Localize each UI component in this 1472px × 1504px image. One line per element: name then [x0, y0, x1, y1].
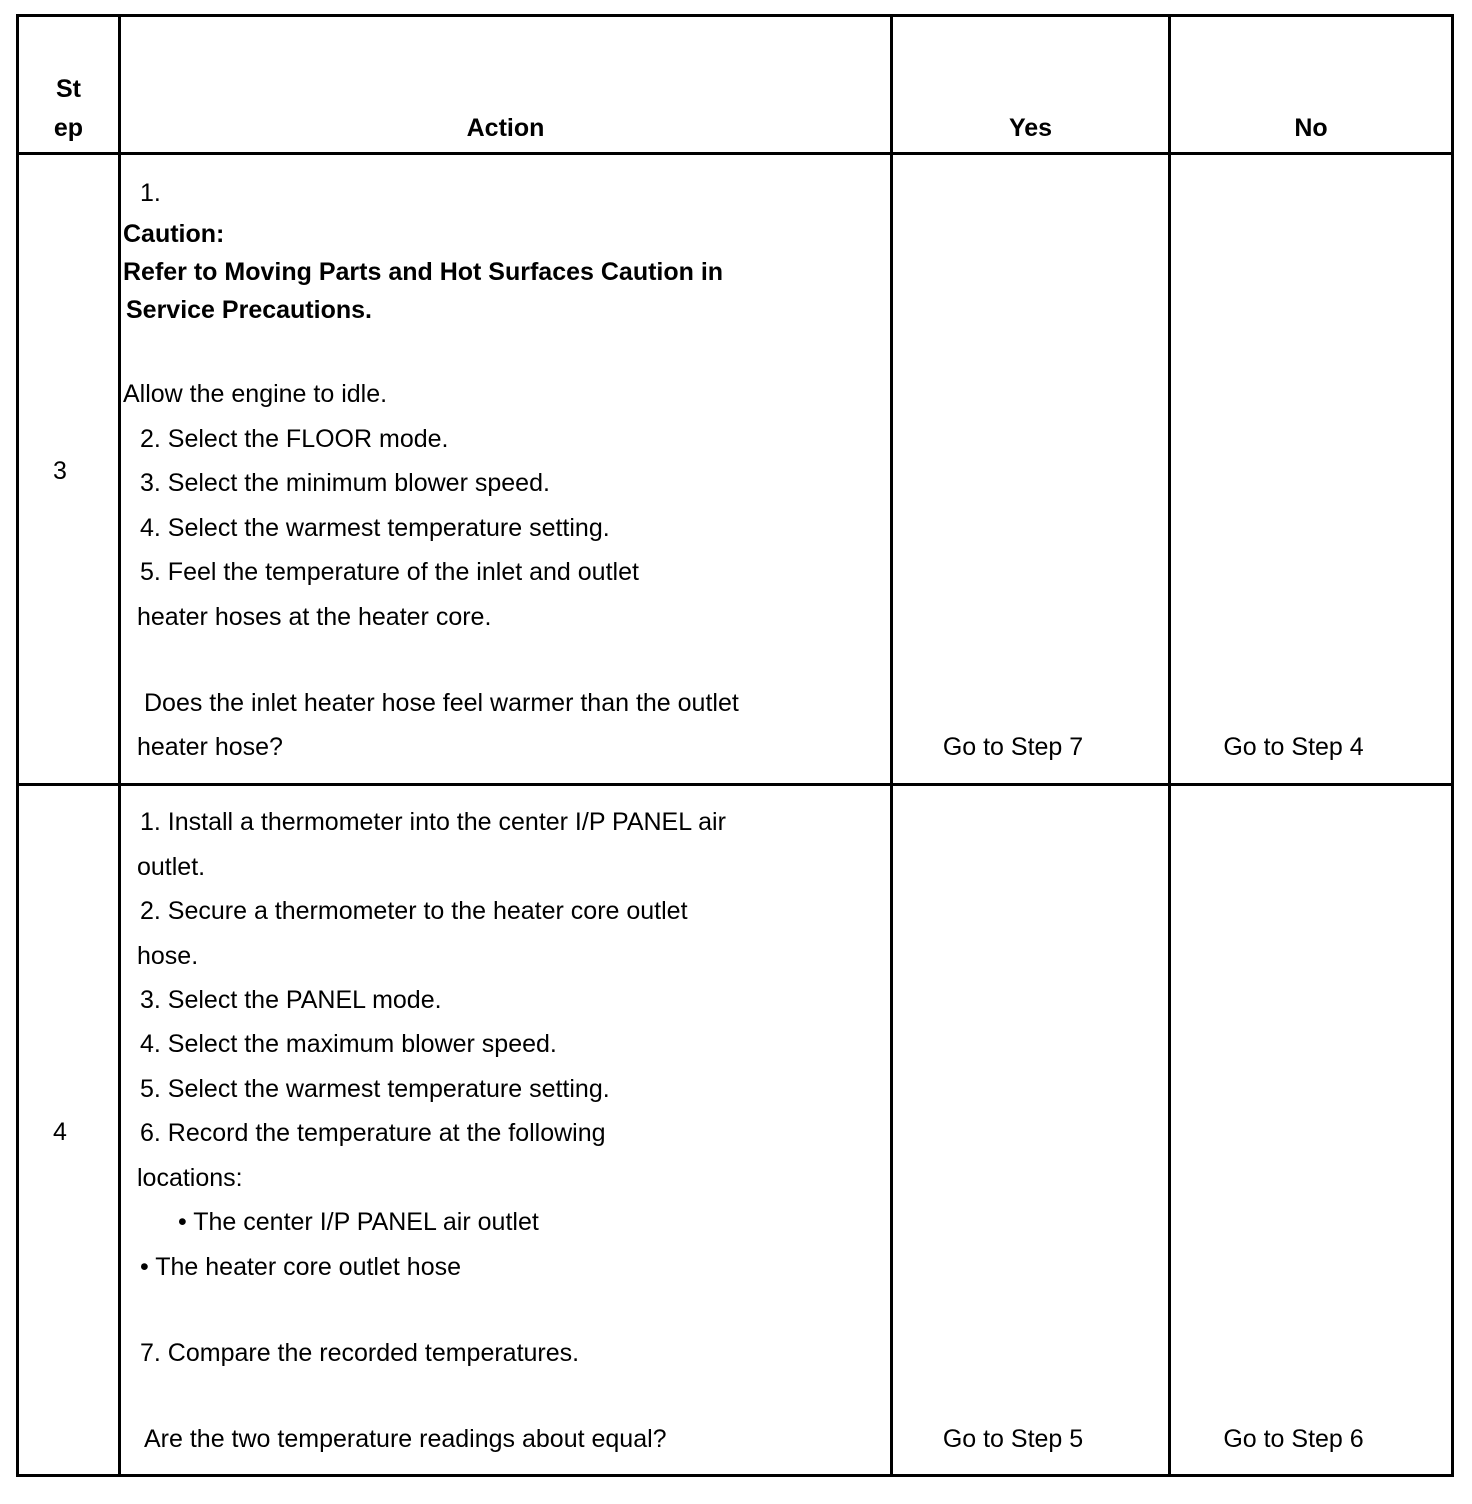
action-line: 5. Select the warmest temperature setting. — [140, 1075, 610, 1103]
action-question: Does the inlet heater hose feel warmer than the outlet — [144, 689, 739, 717]
step-number: 3 — [53, 457, 67, 485]
grid-line-step-action — [118, 14, 121, 1477]
caution-heading: Caution: — [123, 220, 225, 248]
header-action: Action — [466, 114, 545, 142]
grid-line-bottom — [16, 1474, 1454, 1477]
no-result: Go to Step 4 — [1223, 733, 1364, 761]
action-line: locations: — [137, 1164, 243, 1192]
action-line: 3. Select the minimum blower speed. — [140, 469, 550, 497]
yes-result: Go to Step 7 — [942, 733, 1084, 761]
header-yes: Yes — [1008, 114, 1053, 142]
bullet-item: • The center I/P PANEL air outlet — [178, 1208, 539, 1236]
grid-line-right — [1451, 14, 1454, 1477]
grid-line-row3-bottom — [16, 783, 1454, 786]
action-line: 2. Secure a thermometer to the heater core outlet — [140, 897, 688, 925]
action-line: 2. Select the FLOOR mode. — [140, 425, 449, 453]
step-number: 4 — [53, 1118, 67, 1146]
no-result: Go to Step 6 — [1223, 1425, 1364, 1453]
action-question: heater hose? — [137, 733, 283, 761]
caution-text: Refer to Moving Parts and Hot Surfaces Caution in — [123, 258, 724, 286]
action-line: 1. — [140, 179, 161, 207]
header-step-line1: St — [56, 75, 81, 103]
action-line: 1. Install a thermometer into the center I/P PANEL air — [140, 808, 726, 836]
action-line: 3. Select the PANEL mode. — [140, 986, 442, 1014]
action-line: 5. Feel the temperature of the inlet and outlet — [140, 558, 639, 586]
action-line: heater hoses at the heater core. — [137, 603, 492, 631]
action-line: hose. — [137, 942, 199, 970]
action-line: Allow the engine to idle. — [123, 380, 388, 408]
action-line: 6. Record the temperature at the following — [140, 1119, 606, 1147]
grid-line-header-bottom — [16, 152, 1454, 155]
header-no: No — [1294, 114, 1328, 142]
action-question: Are the two temperature readings about equal? — [144, 1425, 667, 1453]
yes-result: Go to Step 5 — [942, 1425, 1084, 1453]
header-step-line2: ep — [53, 114, 84, 142]
grid-line-left — [16, 14, 19, 1477]
grid-line-top — [16, 14, 1454, 17]
action-line: 4. Select the warmest temperature setting. — [140, 514, 610, 542]
action-line: 7. Compare the recorded temperatures. — [140, 1339, 580, 1367]
bullet-item: • The heater core outlet hose — [140, 1253, 461, 1281]
action-line: 4. Select the maximum blower speed. — [140, 1030, 557, 1058]
caution-text: Service Precautions. — [126, 296, 372, 324]
action-line: outlet. — [137, 853, 206, 881]
